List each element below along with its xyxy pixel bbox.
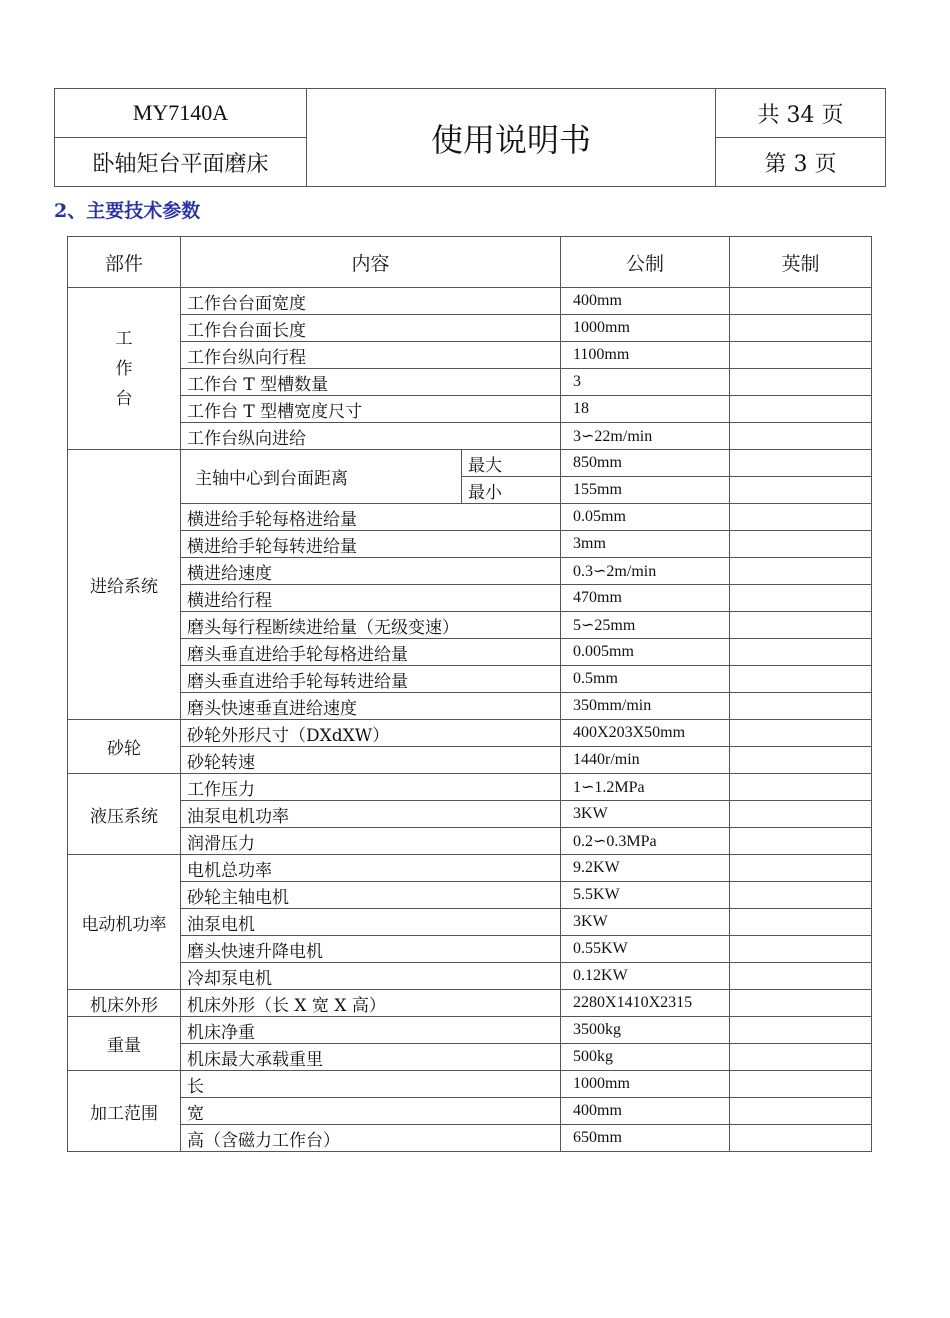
metric-value: 3 [561, 369, 730, 396]
item-name: 油泵电机 [181, 909, 561, 936]
metric-value: 3∽22m/min [561, 423, 730, 450]
table-row [68, 450, 872, 477]
machine-name: 卧轴矩台平面磨床 [55, 138, 307, 187]
max-label: 最大 [462, 450, 561, 477]
table-row [68, 963, 872, 990]
item-name: 工作台 T 型槽数量 [181, 369, 561, 396]
metric-value: 350mm/min [561, 693, 730, 720]
metric-value: 5∽25mm [561, 612, 730, 639]
item-name: 横进给行程 [181, 585, 561, 612]
item-name: 工作台 T 型槽宽度尺寸 [181, 396, 561, 423]
metric-value: 400mm [561, 1098, 730, 1125]
imperial-value [730, 720, 872, 747]
item-name: 砂轮主轴电机 [181, 882, 561, 909]
imperial-value [730, 1125, 872, 1152]
item-name: 磨头快速升降电机 [181, 936, 561, 963]
item-name: 砂轮转速 [181, 747, 561, 774]
table-row [68, 423, 872, 450]
item-name: 工作台纵向进给 [181, 423, 561, 450]
item-name: 横进给手轮每格进给量 [181, 504, 561, 531]
model-number: MY7140A [55, 89, 307, 138]
imperial-value [730, 963, 872, 990]
item-name: 宽 [181, 1098, 561, 1125]
current-page: 第 3 页 [716, 138, 886, 187]
metric-value: 1440r/min [561, 747, 730, 774]
table-row [68, 882, 872, 909]
item-name: 磨头每行程断续进给量（无级变速） [181, 612, 561, 639]
metric-value: 0.12KW [561, 963, 730, 990]
metric-value: 9.2KW [561, 855, 730, 882]
total-pages: 共 34 页 [716, 89, 886, 138]
metric-value: 500kg [561, 1044, 730, 1071]
item-name: 工作台纵向行程 [181, 342, 561, 369]
imperial-value [730, 1098, 872, 1125]
item-name: 机床最大承载重里 [181, 1044, 561, 1071]
table-row [68, 909, 872, 936]
table-row [68, 1098, 872, 1125]
item-name: 电机总功率 [181, 855, 561, 882]
item-name: 机床净重 [181, 1017, 561, 1044]
item-name: 横进给速度 [181, 558, 561, 585]
imperial-value [730, 477, 872, 504]
table-row [68, 585, 872, 612]
item-name: 机床外形（长 X 宽 X 高） [181, 990, 561, 1017]
item-name: 长 [181, 1071, 561, 1098]
table-row [68, 639, 872, 666]
parameters-table [67, 236, 872, 1152]
category-wheel: 砂轮 [68, 720, 181, 774]
item-name: 高（含磁力工作台） [181, 1125, 561, 1152]
item-name: 冷却泵电机 [181, 963, 561, 990]
category-weight: 重量 [68, 1017, 181, 1071]
table-row [68, 315, 872, 342]
metric-value: 0.5mm [561, 666, 730, 693]
metric-value: 650mm [561, 1125, 730, 1152]
metric-value: 2280X1410X2315 [561, 990, 730, 1017]
table-row [68, 1071, 872, 1098]
min-label: 最小 [462, 477, 561, 504]
metric-value: 400mm [561, 288, 730, 315]
item-name: 磨头快速垂直进给速度 [181, 693, 561, 720]
metric-value: 400X203X50mm [561, 720, 730, 747]
metric-value: 0.55KW [561, 936, 730, 963]
imperial-value [730, 882, 872, 909]
metric-value: 5.5KW [561, 882, 730, 909]
imperial-value [730, 666, 872, 693]
table-row [68, 774, 872, 801]
table-row [68, 693, 872, 720]
imperial-value [730, 693, 872, 720]
document-header [54, 88, 886, 187]
item-name: 磨头垂直进给手轮每转进给量 [181, 666, 561, 693]
table-row [68, 1044, 872, 1071]
imperial-value [730, 828, 872, 855]
imperial-value [730, 504, 872, 531]
imperial-value [730, 747, 872, 774]
table-row [68, 720, 872, 747]
column-header-part: 部件 [68, 237, 181, 288]
imperial-value [730, 1071, 872, 1098]
table-row [68, 666, 872, 693]
imperial-value [730, 288, 872, 315]
imperial-value [730, 1044, 872, 1071]
imperial-value [730, 558, 872, 585]
column-header-content: 内容 [181, 237, 561, 288]
imperial-value [730, 585, 872, 612]
table-row [68, 396, 872, 423]
category-char: 工 [115, 328, 133, 349]
metric-value: 3500kg [561, 1017, 730, 1044]
item-name: 油泵电机功率 [181, 801, 561, 828]
metric-value: 0.2∽0.3MPa [561, 828, 730, 855]
imperial-value [730, 936, 872, 963]
item-name: 磨头垂直进给手轮每格进给量 [181, 639, 561, 666]
table-row [68, 936, 872, 963]
table-row [68, 369, 872, 396]
item-name: 工作台台面宽度 [181, 288, 561, 315]
table-row [68, 504, 872, 531]
metric-value: 1000mm [561, 1071, 730, 1098]
table-row [68, 558, 872, 585]
metric-value: 0.05mm [561, 504, 730, 531]
spindle-distance-item: 主轴中心到台面距离 [181, 450, 462, 504]
imperial-value [730, 990, 872, 1017]
metric-value: 18 [561, 396, 730, 423]
column-header-imperial: 英制 [730, 237, 872, 288]
imperial-value [730, 909, 872, 936]
table-row [68, 288, 872, 315]
column-header-metric: 公制 [561, 237, 730, 288]
category-range: 加工范围 [68, 1071, 181, 1152]
item-name: 工作压力 [181, 774, 561, 801]
imperial-value [730, 423, 872, 450]
table-row [68, 1125, 872, 1152]
imperial-value [730, 315, 872, 342]
table-row [68, 990, 872, 1017]
imperial-value [730, 612, 872, 639]
metric-value: 850mm [561, 450, 730, 477]
imperial-value [730, 639, 872, 666]
imperial-value [730, 369, 872, 396]
document-title: 使用说明书 [307, 89, 716, 187]
imperial-value [730, 342, 872, 369]
metric-value: 3mm [561, 531, 730, 558]
table-row [68, 531, 872, 558]
table-row [68, 828, 872, 855]
table-row [68, 612, 872, 639]
metric-value: 0.005mm [561, 639, 730, 666]
item-name: 砂轮外形尺寸（DXdXW） [181, 720, 561, 747]
table-row [68, 855, 872, 882]
metric-value: 470mm [561, 585, 730, 612]
item-name: 工作台台面长度 [181, 315, 561, 342]
imperial-value [730, 855, 872, 882]
metric-value: 1∽1.2MPa [561, 774, 730, 801]
table-row [68, 747, 872, 774]
category-hydraulic: 液压系统 [68, 774, 181, 855]
metric-value: 1100mm [561, 342, 730, 369]
category-worktable [68, 288, 181, 450]
imperial-value [730, 801, 872, 828]
metric-value: 0.3∽2m/min [561, 558, 730, 585]
category-char: 作 [115, 358, 133, 379]
metric-value: 3KW [561, 909, 730, 936]
imperial-value [730, 396, 872, 423]
metric-value: 3KW [561, 801, 730, 828]
category-motor: 电动机功率 [68, 855, 181, 990]
section-title: 2、主要技术参数 [54, 200, 201, 222]
metric-value: 155mm [561, 477, 730, 504]
table-row [68, 801, 872, 828]
item-name: 横进给手轮每转进给量 [181, 531, 561, 558]
imperial-value [730, 774, 872, 801]
item-name: 润滑压力 [181, 828, 561, 855]
category-feed: 进给系统 [68, 450, 181, 720]
category-char: 台 [115, 388, 133, 409]
imperial-value [730, 450, 872, 477]
table-row [68, 342, 872, 369]
category-outline: 机床外形 [68, 990, 181, 1017]
imperial-value [730, 531, 872, 558]
table-row [68, 1017, 872, 1044]
metric-value: 1000mm [561, 315, 730, 342]
imperial-value [730, 1017, 872, 1044]
